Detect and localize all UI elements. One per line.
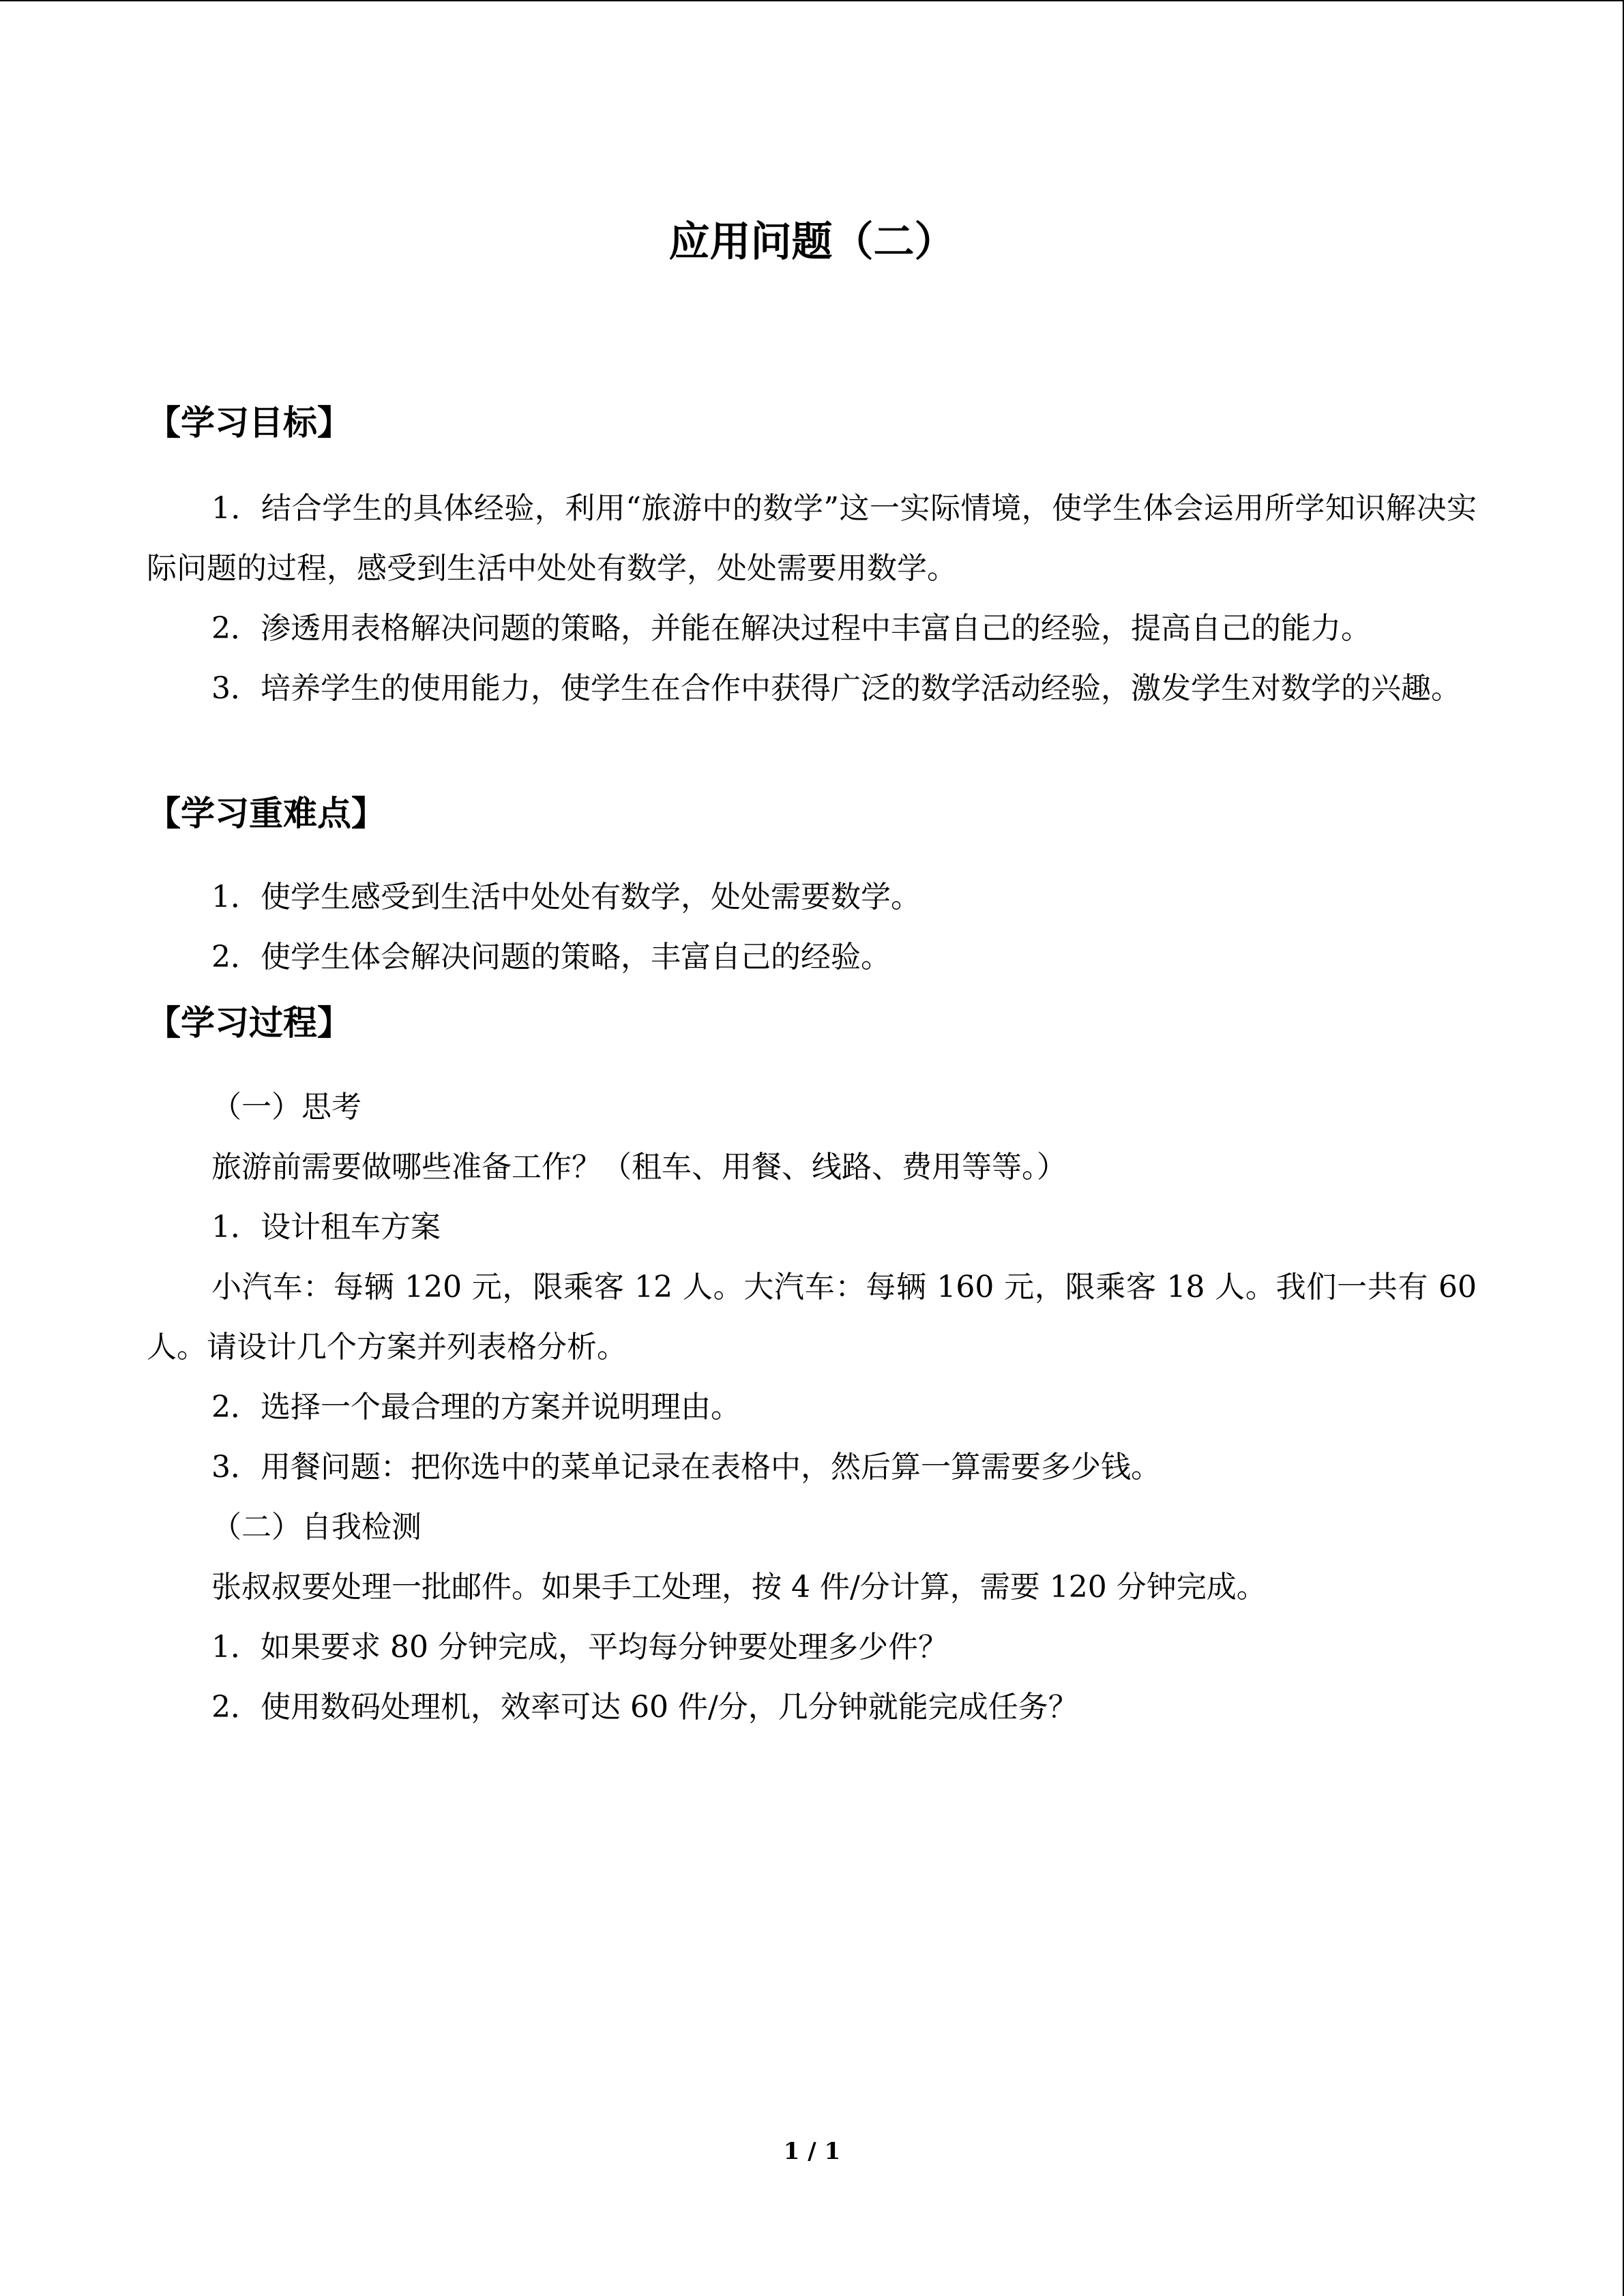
section-heading-process: 【学习过程】 [147, 1002, 351, 1043]
section-heading-goals: 【学习目标】 [147, 402, 351, 443]
goal-item-3: 3．培养学生的使用能力，使学生在合作中获得广泛的数学活动经验，激发学生对数学的兴趣。 [211, 671, 1461, 706]
goal-item-1: 1．结合学生的具体经验，利用“旅游中的数学”这一实际情境，使学生体会运用所学知识解决实际问题的过程，感受到生活中处处有数学，处处需要用数学。 [147, 491, 1477, 586]
key-point-item-1: 1．使学生感受到生活中处处有数学，处处需要数学。 [211, 880, 921, 914]
section-heading-key-points: 【学习重难点】 [147, 793, 385, 833]
process-line-question-2: 2．使用数码处理机，效率可达 60 件/分，几分钟就能完成任务？ [211, 1690, 1078, 1725]
process-line-meal: 3．用餐问题：把你选中的菜单记录在表格中，然后算一算需要多少钱。 [211, 1450, 1161, 1485]
page-title: 应用问题（二） [668, 218, 956, 266]
process-line-choose-plan: 2．选择一个最合理的方案并说明理由。 [211, 1390, 741, 1425]
page-number: 1 / 1 [783, 2138, 841, 2165]
process-line-mail-problem: 张叔叔要处理一批邮件。如果手工处理，按 4 件/分计算，需要 120 分钟完成。 [211, 1570, 1267, 1605]
key-point-item-2: 2．使学生体会解决问题的策略，丰富自己的经验。 [211, 940, 891, 974]
process-line-prep: 旅游前需要做哪些准备工作？（租车、用餐、线路、费用等等。） [211, 1150, 1067, 1184]
process-line-question-1: 1．如果要求 80 分钟完成，平均每分钟要处理多少件？ [211, 1630, 948, 1665]
process-line-car-info: 小汽车：每辆 120 元，限乘客 12 人。大汽车：每辆 160 元，限乘客 18 人。我们一共有 60 人。请设计几个方案并列表格分析。 [147, 1270, 1477, 1365]
process-subheading-think: （一）思考 [211, 1090, 361, 1124]
goal-item-2: 2．渗透用表格解决问题的策略，并能在解决过程中丰富自己的经验，提高自己的能力。 [211, 611, 1371, 646]
process-line-design-rental: 1．设计租车方案 [211, 1210, 441, 1244]
process-subheading-self-check: （二）自我检测 [211, 1510, 422, 1545]
